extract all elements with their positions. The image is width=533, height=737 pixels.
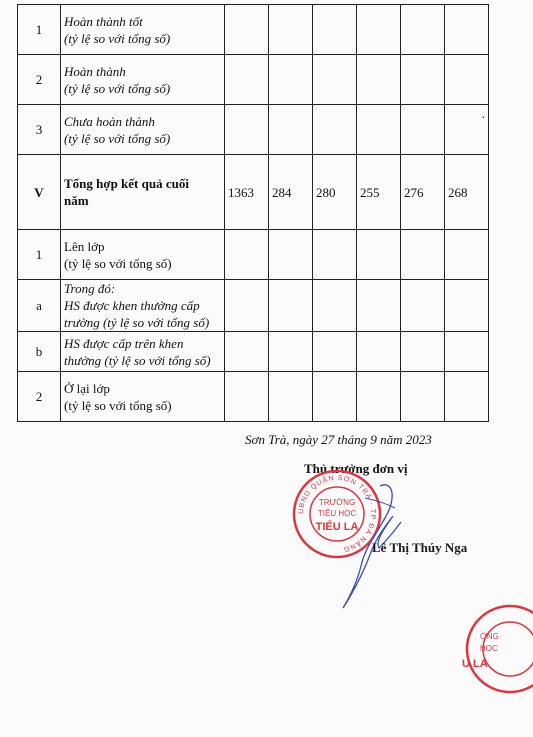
value-cell xyxy=(225,372,269,422)
description-line: (tỷ lệ so với tổng số) xyxy=(64,30,171,46)
description-line: Lên lớp xyxy=(64,238,105,254)
value-cell: 280 xyxy=(313,155,357,230)
value-cell xyxy=(225,105,269,155)
value-cell xyxy=(357,55,401,105)
results-table xyxy=(17,4,489,422)
value-cell xyxy=(445,5,489,55)
value-cell xyxy=(357,5,401,55)
description-line: thưởng (tỷ lệ so với tổng số) xyxy=(64,352,211,368)
value-cell xyxy=(313,332,357,372)
value-cell xyxy=(357,372,401,422)
value-cell xyxy=(269,105,313,155)
value-cell xyxy=(225,5,269,55)
value-cell: 255 xyxy=(357,155,401,230)
description-line: (tỷ lệ so với tổng số) xyxy=(64,255,172,271)
description-line: (tỷ lệ so với tổng số) xyxy=(64,80,171,96)
value-cell xyxy=(401,55,445,105)
value-cell xyxy=(401,332,445,372)
value-cell xyxy=(357,332,401,372)
value-cell: 276 xyxy=(401,155,445,230)
stamp-ring-text: UBND QUẬN SƠN TRÀ · TP ĐÀ NẴNG xyxy=(297,474,377,553)
row-description xyxy=(61,280,225,332)
value-cell xyxy=(357,105,401,155)
row-number: 3 xyxy=(18,105,61,155)
value-cell: 1363 xyxy=(225,155,269,230)
value-cell xyxy=(357,280,401,332)
description-line: năm xyxy=(64,193,89,208)
value-cell xyxy=(401,105,445,155)
value-cell xyxy=(269,5,313,55)
value-cell: 284 xyxy=(269,155,313,230)
row-description xyxy=(61,55,225,105)
value-cell: . xyxy=(445,105,489,155)
stamp-line2: TIỂU HỌC xyxy=(317,509,357,518)
signer-title: Thủ trưởng đơn vị xyxy=(304,461,408,476)
partial-stamp-line1: ỜNG xyxy=(480,632,499,641)
value-cell xyxy=(445,55,489,105)
value-cell xyxy=(313,55,357,105)
value-cell xyxy=(269,280,313,332)
table-row xyxy=(18,332,489,372)
row-description xyxy=(61,155,225,230)
description-line: (tỷ lệ so với tổng số) xyxy=(64,397,172,413)
value-cell xyxy=(269,372,313,422)
value-cell xyxy=(313,280,357,332)
value-cell xyxy=(313,230,357,280)
value-cell xyxy=(445,332,489,372)
row-number: V xyxy=(18,155,61,230)
description-line: Hoàn thành xyxy=(64,63,126,79)
row-number: 1 xyxy=(18,230,61,280)
table-row xyxy=(18,280,489,332)
value-cell xyxy=(401,230,445,280)
value-cell xyxy=(225,55,269,105)
value-cell xyxy=(225,332,269,372)
signer-name: Lê Thị Thúy Nga xyxy=(372,540,468,555)
row-number: a xyxy=(18,280,61,332)
row-description xyxy=(61,5,225,55)
table-row xyxy=(18,5,489,55)
value-cell: 268 xyxy=(445,155,489,230)
row-number: 1 xyxy=(18,5,61,55)
description-line: trường (tỷ lệ so với tổng số) xyxy=(64,315,210,330)
description-line: Hoàn thành tốt xyxy=(64,13,143,29)
value-cell xyxy=(225,280,269,332)
row-description xyxy=(61,332,225,372)
partial-stamp xyxy=(458,603,533,695)
value-cell xyxy=(401,372,445,422)
description-line: Trong đó: xyxy=(64,281,116,296)
value-cell xyxy=(313,5,357,55)
row-description xyxy=(61,230,225,280)
value-cell xyxy=(445,372,489,422)
table-row xyxy=(18,230,489,280)
value-cell xyxy=(445,280,489,332)
place-date: Sơn Trà, ngày 27 tháng 9 năm 2023 xyxy=(245,432,432,447)
value-cell xyxy=(401,280,445,332)
stamp-line1: TRƯỜNG xyxy=(318,498,356,507)
row-description xyxy=(61,105,225,155)
description-line: Tổng hợp kết quả cuối xyxy=(64,176,189,191)
table-row xyxy=(18,372,489,422)
table-row xyxy=(18,155,489,230)
table-row xyxy=(18,55,489,105)
partial-stamp-line3: U LA xyxy=(462,658,488,670)
value-cell xyxy=(269,332,313,372)
value-cell xyxy=(445,230,489,280)
description-line: HS được cấp trên khen xyxy=(64,335,184,351)
value-cell xyxy=(225,230,269,280)
table-row xyxy=(18,105,489,155)
description-line: (tỷ lệ so với tổng số) xyxy=(64,130,171,146)
stamp-line3: TIỂU LA xyxy=(315,521,359,533)
value-cell xyxy=(401,5,445,55)
description-line: Ở lại lớp xyxy=(64,380,110,396)
value-cell xyxy=(313,105,357,155)
row-number: b xyxy=(18,332,61,372)
value-cell xyxy=(357,230,401,280)
row-number: 2 xyxy=(18,55,61,105)
description-line: HS được khen thưởng cấp xyxy=(64,298,200,313)
row-number: 2 xyxy=(18,372,61,422)
description-line: Chưa hoàn thành xyxy=(64,113,155,129)
row-description xyxy=(61,372,225,422)
partial-stamp-line2: HỌC xyxy=(480,644,498,653)
value-cell xyxy=(269,55,313,105)
value-cell xyxy=(313,372,357,422)
value-cell xyxy=(269,230,313,280)
